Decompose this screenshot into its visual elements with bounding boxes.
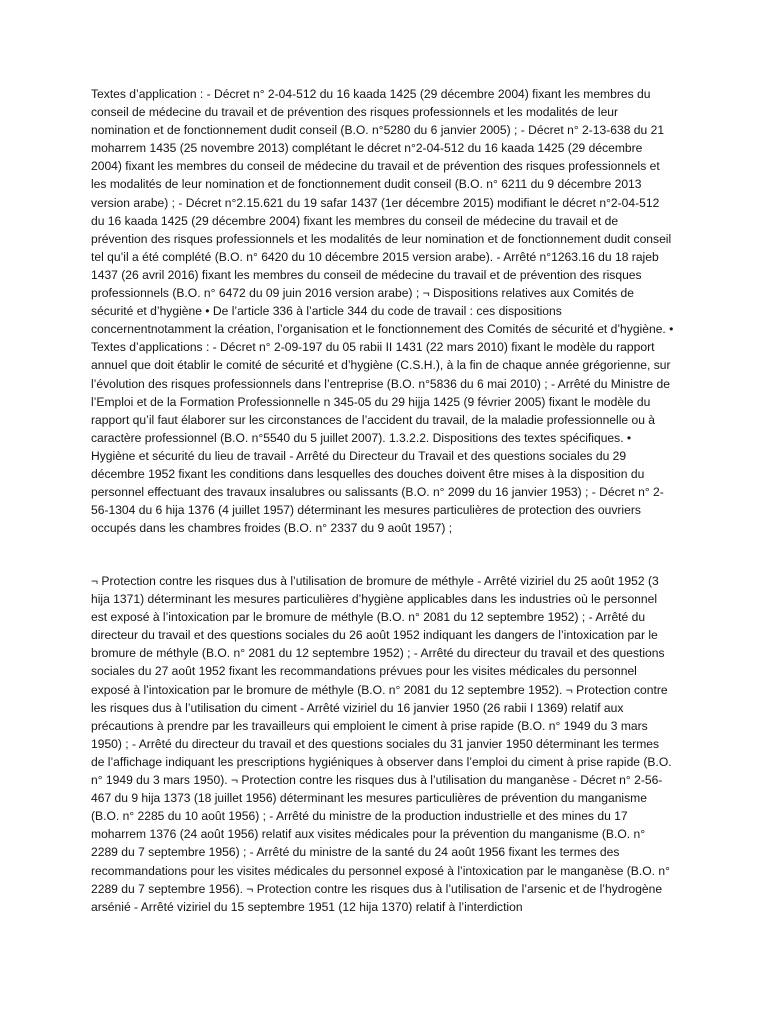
body-paragraph-2: ¬ Protection contre les risques dus à l’utilisation de bromure de méthyle - Arrêté viziriel du 25 août 1952 (3 hija 1371) déterminant les mesures particulières d’hygiène applicables dans les industries où le personnel est exposé à l’intoxication par le bromure de méthyle (B.O. n° 2081 du 12 septembre 1952) ; - Arrêté du directeur du travail et des questions sociales du 26 août 1952 indiquant les dangers de l’intoxication par le bromure de méthyle (B.O. n° 2081 du 12 septembre 1952) ; - Arrêté du directeur du travail et des questions sociales du 27 août 1952 fixant les recommandations prévues pour les visites médicales du personnel exposé à l’intoxication par le bromure de méthyle (B.O. n° 2081 du 12 septembre 1952). ¬ Protection contre les risques dus à l’utilisation du ciment - Arrêté viziriel du 16 janvier 1950 (26 rabii I 1369) relatif aux précautions à prendre par les travailleurs qui emploient le ciment à prise rapide (B.O. n° 1949 du 3 mars 1950) ; - Arrêté du directeur du travail et des questions sociales du 31 janvier 1950 déterminant les termes de l’affichage indiquant les prescriptions hygiéniques à observer dans l’emploi du ciment à prise rapide (B.O. n° 1949 du 3 mars 1950). ¬ Protection contre les risques dus à l’utilisation du manganèse - Décret n° 2-56-467 du 9 hija 1373 (18 juillet 1956) déterminant les mesures particulières de prévention du manganisme (B.O. n° 2285 du 10 août 1956) ; - Arrêté du ministre de la production industrielle et des mines du 17 moharrem 1376 (24 août 1956) relatif aux visites médicales pour la prévention du manganisme (B.O. n° 2289 du 7 septembre 1956) ; - Arrêté du ministre de la santé du 24 août 1956 fixant les termes des recommandations pour les visites médicales du personnel exposé à l’intoxication par le manganèse (B.O. n° 2289 du 7 septembre 1956). ¬ Protection contre les risques dus à l’utilisation de l’arsenic et de l’hydrogène arsénié - Arrêté viziriel du 15 septembre 1951 (12 hija 1370) relatif à l’interdiction bbox=[91, 574, 672, 914]
body-paragraph-1: Textes d’application : - Décret n° 2-04-512 du 16 kaada 1425 (29 décembre 2004) fixant les membres du conseil de médecine du travail et de prévention des risques professionnels et les modalités de leur nomination et de fonctionnement dudit conseil (B.O. n°5280 du 6 janvier 2005) ; - Décret n° 2-13-638 du 21 moharrem 1435 (25 novembre 2013) complétant le décret n°2-04-512 du 16 kaada 1425 (29 décembre 2004) fixant les membres du conseil de médecine du travail et de prévention des risques professionnels et les modalités de leur nomination et de fonctionnement dudit conseil (B.O. n° 6211 du 9 décembre 2013 version arabe) ; - Décret n°2.15.621 du 19 safar 1437 (1er décembre 2015) modifiant le décret n°2-04-512 du 16 kaada 1425 (29 décembre 2004) fixant les membres du conseil de médecine du travail et de prévention des risques professionnels et les modalités de leur nomination et de fonctionnement dudit conseil tel qu’il a été complété (B.O. n° 6420 du 10 décembre 2015 version arabe). - Arrêté n°1263.16 du 18 rajeb 1437 (26 avril 2016) fixant les membres du conseil de médecine du travail et de prévention des risques professionnels (B.O. n° 6472 du 09 juin 2016 version arabe) ; ¬ Dispositions relatives aux Comités de sécurité et d’hygiène • De l’article 336 à l’article 344 du code de travail : ces dispositions concernentnotamment la création, l’organisation et le fonctionnement des Comités de sécurité et d’hygiène. • Textes d’applications : - Décret n° 2-09-197 du 05 rabii II 1431 (22 mars 2010) fixant le modèle du rapport annuel que doit établir le comité de sécurité et d’hygiène (C.S.H.), à la fin de chaque année grégorienne, sur l’évolution des risques professionnels dans l’entreprise (B.O. n°5836 du 6 mai 2010) ; - Arrêté du Ministre de l’Emploi et de la Formation Professionnelle n 345-05 du 29 hijja 1425 (9 février 2005) fixant le modèle du rapport qu’il faut élaborer sur les circonstances de l’accident du travail, de la maladie professionnelle ou à caractère professionnel (B.O. n°5540 du 5 juillet 2007). 1.3.2.2. Dispositions des textes spécifiques. • Hygiène et sécurité du lieu de travail - Arrêté du Directeur du Travail et des questions sociales du 29 décembre 1952 fixant les conditions dans lesquelles des douches doivent être mises à la disposition du personnel effectuant des travaux insalubres ou salissants (B.O. n° 2099 du 16 janvier 1953) ; - Décret n° 2-56-1304 du 6 hija 1376 (4 juillet 1957) déterminant les mesures particulières de protection des ouvriers occupés dans les chambres froides (B.O. n° 2337 du 9 août 1957) ; bbox=[91, 87, 674, 536]
